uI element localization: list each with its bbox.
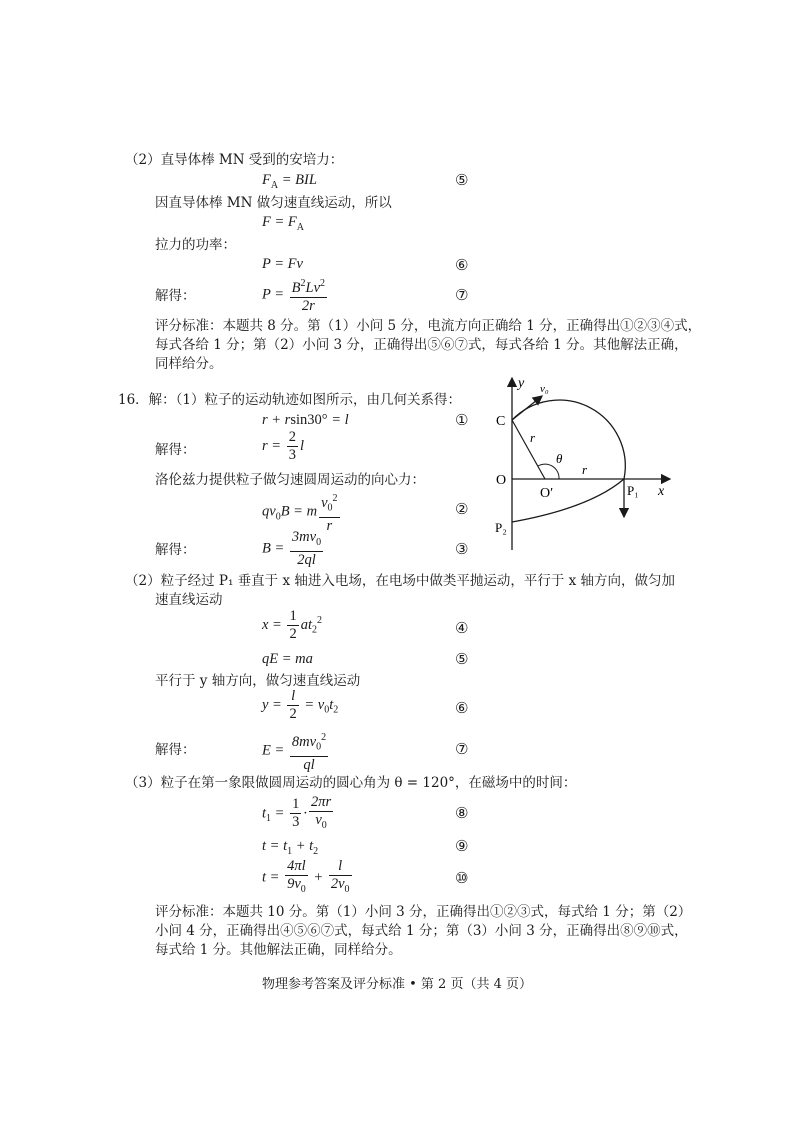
eq-field-B: B = $\frac{3mv_0}{2ql}$ [262,529,322,568]
eq-t1: $t_1$ = $\frac{1}{3}$ · $\frac{2\pi r}{v_0}$ [262,794,332,831]
mark-5: ⑤ [455,171,469,189]
q16-solve2: 解得： [155,542,196,558]
eq-geometry: r + rsin30° = l [262,412,349,428]
q16-solve3: 解得： [155,742,196,758]
page-footer: 物理参考答案及评分标准 • 第 2 页（共 4 页） [261,977,532,992]
point-O-label: O [496,473,507,488]
mark-8: ⑧ [455,804,469,822]
eq-field-E: E = $\frac{8mv_0^2}{ql}$ [262,729,330,774]
p15-solve-label: 解得： [155,288,196,304]
eq-t-result: t = $\frac{4\pi l}{9v_0}$ + $\frac{l}{2v_0}$ [262,858,350,895]
point-P2-label: P₂ [495,520,507,535]
point-C-label: C [496,414,506,429]
q16-grading-2: 小问 4 分，正确得出④⑤⑥⑦式，每式给 1 分；第（3）小问 3 分，正确得出⑧⑨⑩式， [155,923,688,939]
p15-grading-1: 评分标准：本题共 8 分。第（1）小问 5 分，电流方向正确给 1 分，正确得出①②③④式， [155,318,702,334]
mark-9: ⑨ [455,837,469,855]
eq-t-sum: $t = t_1 + t_2$ [262,838,319,857]
v0-label: v₀ [540,383,549,395]
eq-newton: qE = ma [262,651,313,667]
mark-1: ① [455,411,469,429]
mark-6b: ⑥ [455,699,469,717]
q16-part3: （3）粒子在第一象限做圆周运动的圆心角为 θ = 120°，在磁场中的时间： [125,775,577,791]
point-P1-label: P₁ [627,483,639,498]
mark-7b: ⑦ [455,740,469,758]
q16-solve1: 解得： [155,442,196,458]
x-axis-label: x [658,484,665,499]
eq-centripetal: $qv_0B = m$ $\frac{v_0^2}{r}$ [262,490,342,535]
p15-part2-intro: （2）直导体棒 MN 受到的安培力： [125,152,344,168]
q16-part2-y: 平行于 y 轴方向，做匀速直线运动 [155,673,361,689]
q16-lorentz: 洛伦兹力提供粒子做匀速圆周运动的向心力： [155,472,425,488]
point-O-prime-label: O′ [540,486,554,501]
mark-3: ③ [455,540,469,558]
mark-2: ② [455,500,469,518]
q16-grading-1: 评分标准：本题共 10 分。第（1）小问 3 分，正确得出①②③式，每式给 1 分；第（2） [155,904,692,920]
q16-header: 16．解：（1）粒子的运动轨迹如图所示，由几何关系得： [118,392,462,408]
eq-x-displacement: x = $\frac{1}{2}$ $at_2^2$ [262,608,323,642]
q16-part2-line1: （2）粒子经过 P₁ 垂直于 x 轴进入电场，在电场中做类平抛运动，平行于 x 轴方向，做匀加 [125,573,676,589]
trajectory-diagram [490,370,680,555]
p15-grading-2: 每式各给 1 分；第（2）小问 3 分，正确得出⑤⑥⑦式，每式各给 1 分。其他解法正确， [155,337,688,353]
y-axis-label: y [518,376,525,391]
mark-5b: ⑤ [455,650,469,668]
parabolic-trajectory [512,479,624,522]
eq-power: P = Fv [262,256,303,272]
mark-7: ⑦ [455,286,469,304]
radius-label-1: r [530,430,536,445]
p15-power-label: 拉力的功率： [155,237,236,253]
eq-ampere-force: $F_A$ = BIL [262,172,317,191]
p15-grading-3: 同样给分。 [155,356,223,372]
mark-4: ④ [455,619,469,637]
eq-radius: r = $\frac{2}{3}$ l [262,429,304,463]
radius-label-2: r [582,462,588,477]
eq-y-displacement: y = $\frac{l}{2}$ = $v_0t_2$ [262,688,339,722]
velocity-arrow [512,396,542,420]
p15-reason: 因直导体棒 MN 做匀速直线运动，所以 [155,195,392,211]
q16-grading-3: 每式给 1 分。其他解法正确，同样给分。 [155,942,402,958]
mark-6: ⑥ [455,256,469,274]
q16-part2-line2: 速直线运动 [155,592,223,608]
eq-force-equal: $F = F_A$ [262,214,304,233]
circular-trajectory [512,400,625,479]
eq-power-result: P = $\frac{B^2Lv^2}{2r}$ [262,275,329,315]
mark-10: ⑩ [455,869,469,887]
radius-line [512,420,545,479]
theta-label: θ [556,451,563,466]
